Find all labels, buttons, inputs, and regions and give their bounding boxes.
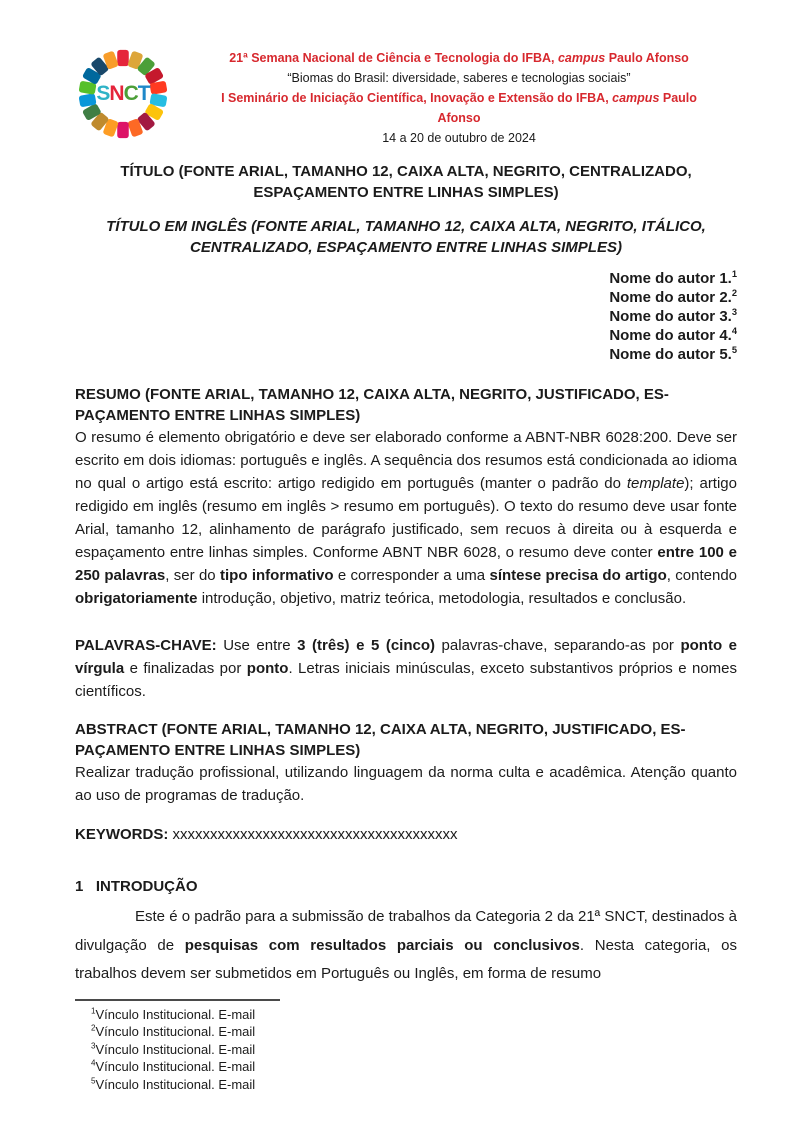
footnotes-block bbox=[75, 999, 737, 1094]
authors-block bbox=[75, 269, 737, 364]
author-line-4: Nome do autor 4.$^4$ bbox=[609, 326, 737, 344]
header-event-title: 21ª Semana Nacional de Ciência e Tecnologia do IFBA, campus Paulo Afonso bbox=[229, 51, 689, 65]
resumo-body: O resumo é elemento obrigatório e deve ser elaborado conforme a ABNT-NBR 6028:200. Deve ser escrito em dois idiomas: português e inglês. A sequência dos resumos está condicionada ao idioma no qual o artigo está escrito: artigo redigido em português (manter o padrão do template); artigo redigido em inglês (resumo em inglês > resumo em português). O texto do resumo deve usar fonte Arial, tamanho 12, alinhamento de parágrafo justificado, sem recuos à direita ou à esquerda e espaçamento entre linhas simples. Conforme ABNT NBR 6028, o resumo deve conter entre 100 e 250 palavras, ser do tipo informativo e corresponder a uma síntese precisa do artigo, contendo obrigatoriamente introdução, objetivo, matriz teórica, metodologia, resultados e conclusão. bbox=[75, 429, 738, 607]
author-line-3: Nome do autor 3.$^3$ bbox=[609, 307, 737, 325]
snct-logo bbox=[75, 46, 171, 142]
footnote-3: $^3$Vínculo Institucional. E-mail bbox=[91, 1041, 256, 1057]
footnote-2: $^2$Vínculo Institucional. E-mail bbox=[91, 1023, 256, 1039]
header-dates: 14 a 20 de outubro de 2024 bbox=[382, 131, 536, 145]
footnote-1: $^1$Vínculo Institucional. E-mail bbox=[91, 1006, 256, 1022]
resumo-heading: RESUMO (FONTE ARIAL, TAMANHO 12, CAIXA ALTA, NEGRITO, JUSTIFICADO, ES- PAÇAMENTO ENTRE LINHAS SIMPLES) bbox=[75, 386, 669, 424]
author-line-2: Nome do autor 2.$^2$ bbox=[609, 288, 737, 306]
palavras-chave-paragraph: PALAVRAS-CHAVE: Use entre 3 (três) e 5 (cinco) palavras-chave, separando-as por ponto e vírgula e finalizadas por ponto. Letras iniciais minúsculas, exceto substantivos próprios e nomes científicos. bbox=[75, 637, 737, 700]
header-seminar-title: I Seminário de Iniciação Científica, Inovação e Extensão do IFBA, campus Paulo Afonso bbox=[221, 91, 697, 125]
title-portuguese: TÍTULO (FONTE ARIAL, TAMANHO 12, CAIXA ALTA, NEGRITO, CENTRALIZADO, ESPAÇAMENTO ENTRE LINHAS SIMPLES) bbox=[120, 163, 692, 201]
snct-logo-text: S N C T bbox=[96, 82, 150, 105]
document-header bbox=[75, 46, 737, 148]
title-english: TÍTULO EM INGLÊS (FONTE ARIAL, TAMANHO 12, CAIXA ALTA, NEGRITO, ITÁLICO, CENTRALIZADO, ESPAÇAMENTO ENTRE LINHAS SIMPLES) bbox=[106, 218, 706, 256]
abstract-body: Realizar tradução profissional, utilizando linguagem da norma culta e acadêmica. Atenção quanto ao uso de programas de tradução. bbox=[75, 764, 737, 804]
header-text-block bbox=[171, 46, 737, 148]
abstract-heading: ABSTRACT (FONTE ARIAL, TAMANHO 12, CAIXA ALTA, NEGRITO, JUSTIFICADO, ES- PAÇAMENTO ENTRE LINHAS SIMPLES) bbox=[75, 721, 686, 759]
header-theme: “Biomas do Brasil: diversidade, saberes e tecnologias sociais” bbox=[287, 71, 631, 85]
footnote-5: $^5$Vínculo Institucional. E-mail bbox=[91, 1076, 256, 1092]
keywords-line: KEYWORDS: xxxxxxxxxxxxxxxxxxxxxxxxxxxxxxxxxxxxxx bbox=[75, 826, 458, 843]
footnote-4: $^4$Vínculo Institucional. E-mail bbox=[91, 1058, 256, 1074]
introducao-heading: 1 INTRODUÇÃO bbox=[75, 878, 198, 895]
author-line-5: Nome do autor 5.$^5$ bbox=[609, 345, 737, 363]
author-line-1: Nome do autor 1.$^1$ bbox=[609, 269, 737, 287]
introducao-paragraph: Este é o padrão para a submissão de trabalhos da Categoria 2 da 21ª SNCT, destinados à divulgação de pesquisas com resultados parciais ou conclusivos. Nesta categoria, os trabalhos devem ser submetidos em Português ou Inglês, em forma de resumo bbox=[75, 908, 737, 982]
footnote-divider bbox=[75, 999, 280, 1001]
